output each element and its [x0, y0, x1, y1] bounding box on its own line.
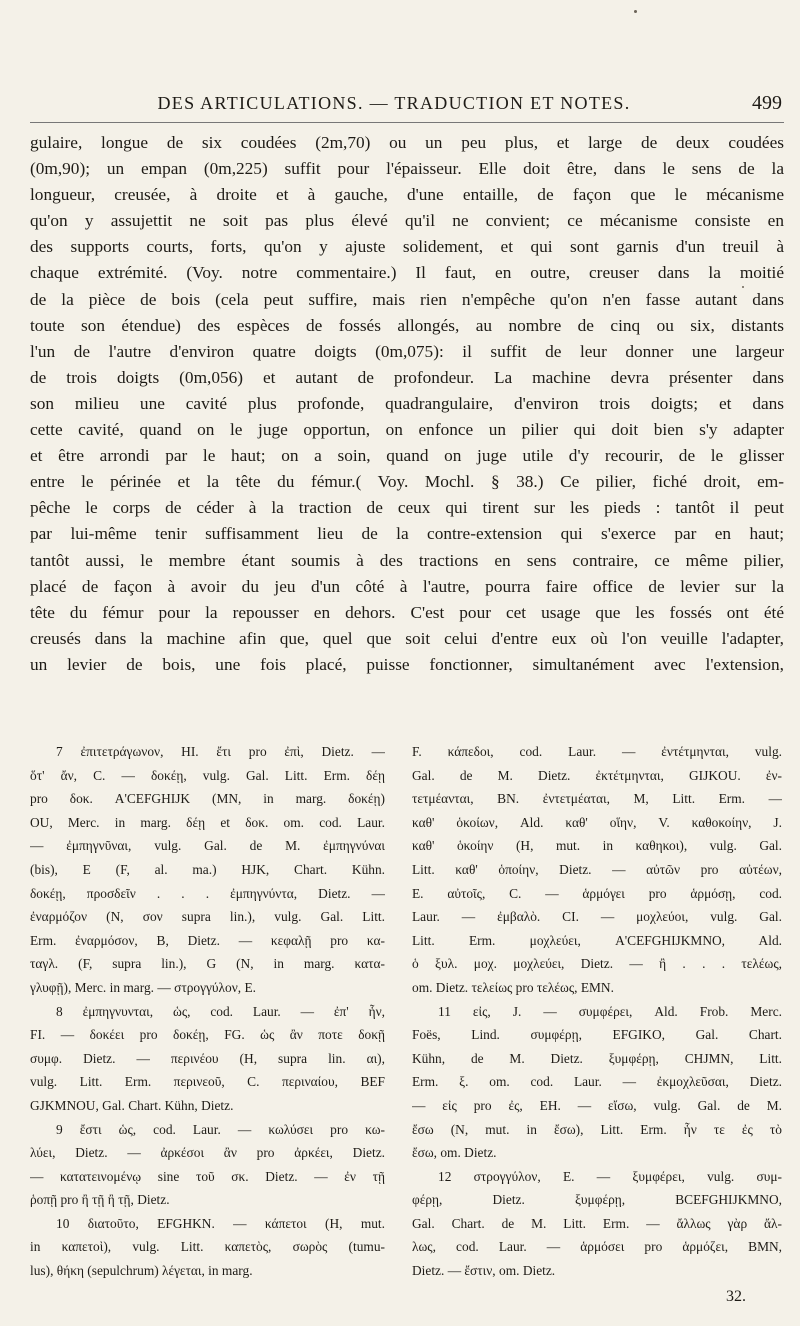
- page-number: 499: [752, 92, 782, 114]
- footnote-line: συμφ. Dietz. — περινέου (H, supra lin. αι),: [30, 1050, 385, 1066]
- footnote-line: 9 ἔστι ὡς, cod. Laur. — κωλύσει pro κω-: [56, 1121, 385, 1137]
- footnote-line: ταγλ. (F, supra lin.), G (N, in marg. κατα-: [30, 956, 385, 972]
- footnote-line: 12 στρογγύλον, E. — ξυμφέρει, vulg. συμ-: [438, 1168, 782, 1184]
- footnote-line: γλυφῇ), Merc. in marg. — στρογγύλον, E.: [30, 979, 257, 995]
- footnote-line: ὁ ξυλ. μοχ. μοχλεύει, Dietz. — ἢ . . . τελέως,: [412, 956, 782, 972]
- text-line: de la pièce de bois (cela peut suffire, mais rien n'empêche qu'on n'en fasse autant dans: [30, 289, 784, 309]
- text-line: par lui-même tenir suffisamment lieu de la contre-extension qui s'exerce par en haut;: [30, 524, 784, 544]
- text-line: toute son étendue) des espèces de fossés allongés, au nombre de cinq ou six, distants: [30, 315, 784, 335]
- footnote-line: 11 εἰς, J. — συμφέρει, Ald. Frob. Merc.: [438, 1003, 782, 1019]
- text-line: son milieu une cavité plus profonde, quadrangulaire, d'environ trois doigts; et dans: [30, 393, 784, 413]
- footnote-line: 7 ἐπιτετράγωνον, HI. ἔτι pro ἐπὶ, Dietz. —: [56, 744, 385, 759]
- footnote-line: vulg. Litt. Erm. περινεοῦ, C. περιναίου, BEF: [30, 1074, 385, 1090]
- footnote-line: καθ' ὁκοίην (H, mut. in καθηκοι), vulg. Gal.: [412, 838, 782, 854]
- footnote-line: ῥοπῇ pro ἢ τῇ ἢ τῇ, Dietz.: [30, 1192, 170, 1208]
- paper-speck: [634, 10, 637, 13]
- footnote-line: 10 διατοῦτο, EFGHKN. — κάπετοι (H, mut.: [56, 1215, 385, 1231]
- footnote-line: GJKMNOU, Gal. Chart. Kühn, Dietz.: [30, 1097, 234, 1113]
- footnote-line: Kühn, de M. Dietz. ξυμφέρῃ, CHJMN, Litt.: [412, 1050, 782, 1066]
- text-line: qu'on y assujettit ne soit pas plus élevé qu'il ne convient; ce mécanisme consiste en: [30, 211, 784, 231]
- footnote-line: Erm. ἐναρμόσον, B, Dietz. — κεφαλῇ pro κα-: [30, 932, 385, 948]
- footnote-line: pro δοκ. A'CEFGHIJK (MN, in marg. δοκέῃ): [30, 791, 385, 807]
- footnotes-left-column: [30, 740, 385, 1283]
- text-line: longueur, creusée, à droite et à gauche, d'une entaille, de façon que le mécanisme: [30, 185, 784, 205]
- footnote-line: ὅτ' ἄν, C. — δοκέῃ, vulg. Gal. Litt. Erm. δέῃ: [30, 767, 385, 783]
- footnote-line: Gal. Chart. de M. Litt. Erm. — ἄλλως γὰρ ἄλ-: [412, 1215, 782, 1231]
- footnote-line: — ἐμπηγνῦναι, vulg. Gal. de M. ἐμπηγνύναι: [30, 838, 385, 854]
- footnote-line: ἔσω, om. Dietz.: [412, 1145, 497, 1161]
- text-line: l'un de l'autre d'environ quatre doigts (0m,075): il suffit de leur donner une largeur: [30, 341, 784, 361]
- footnotes-right-column: [412, 740, 782, 1283]
- header-rule: [30, 122, 784, 123]
- footnote-line: ἐναρμόζον (N, σον supra lin.), vulg. Gal. Litt.: [30, 909, 385, 925]
- footnote-line: lus), θήκη (sepulchrum) λέγεται, in marg.: [30, 1263, 253, 1279]
- paper-speck: [742, 286, 744, 288]
- footnote-line: Erm. ξ. om. cod. Laur. — ἐκμοχλεῦσαι, Dietz.: [412, 1074, 782, 1090]
- footnote-line: E. αὐτοῖς, C. — ἁρμόγει pro ἁρμόσῃ, cod.: [412, 885, 782, 901]
- footnote-line: (bis), E (F, al. ma.) HJK, Chart. Kühn.: [30, 861, 385, 877]
- footnote-line: Foës, Lind. συμφέρῃ, EFGIKO, Gal. Chart.: [412, 1027, 782, 1043]
- running-head: [36, 92, 782, 115]
- text-line: des supports courts, forts, qu'on y ajuste solidement, et qui sont garnis d'un treuil à: [30, 237, 784, 257]
- text-line: placé de façon à avoir du jeu d'un côté à l'autre, pourra faire office de levier sur la: [30, 576, 784, 596]
- footnote-line: OU, Merc. in marg. δέῃ et δοκ. om. cod. Laur.: [30, 814, 385, 830]
- footnote-line: F. κάπεδοι, cod. Laur. — ἐντέτμηνται, vulg.: [412, 744, 782, 759]
- footnote-line: δοκέῃ, προσδεῖν . . . ἐμπηγνύντα, Dietz. —: [30, 885, 385, 901]
- text-line: tête du fémur pour la repousser en dehors. C'est pour cet usage que les fossés ont été: [30, 602, 784, 622]
- footnote-line: FI. — δοκέει pro δοκέῃ, FG. ὡς ἂν ποτε δοκῇ: [30, 1027, 385, 1043]
- footnote-line: — εἰς pro ἐς, EH. — εἴσω, vulg. Gal. de M.: [412, 1097, 782, 1113]
- footnote-line: λως, cod. Laur. — ἁρμόσει pro ἁρμόζει, BMN,: [412, 1239, 782, 1255]
- text-line: (0m,90); un empan (0m,225) suffit pour l'épaisseur. Elle doit être, dans le sens de la: [30, 159, 784, 179]
- main-text: [30, 130, 784, 678]
- text-line: cette cavité, quand on le juge opportun, on enfonce un pilier qui doit bien s'y adapter: [30, 420, 784, 440]
- footnote-line: in καπετοὶ), vulg. Litt. καπετὸς, σωρὸς (tumu-: [30, 1239, 385, 1255]
- footnote-line: ἔσω (N, mut. in ἔσω), Litt. Erm. ἦν τε ἐς τὸ: [412, 1121, 782, 1137]
- footnote-line: φέρῃ, Dietz. ξυμφέρῃ, BCEFGHIJKMNO,: [412, 1192, 782, 1208]
- footnote-line: τετμέανται, BN. ἐντετμέαται, M, Litt. Erm. —: [412, 791, 782, 807]
- footnote-line: Gal. de M. Dietz. ἐκτέτμηνται, GIJKOU. ἐν-: [412, 767, 782, 783]
- text-line: entre le périnée et la tête du fémur.( Voy. Mochl. § 38.) Ce pilier, fiché droit, em-: [30, 472, 784, 492]
- text-line: chaque extrémité. (Voy. notre commentaire.) Il faut, en outre, creuser dans la moitié: [30, 263, 784, 283]
- signature-mark: 32.: [726, 1288, 746, 1305]
- text-line: et être arrondi par le haut; on a soin, quand on juge utile d'y recourir, de le glisser: [30, 446, 784, 466]
- footnote-line: om. Dietz. τελείως pro τελέως, EMN.: [412, 979, 614, 995]
- text-line: tantôt aussi, le membre étant soumis à des tractions en sens contraire, ce même pilier,: [30, 550, 784, 570]
- text-line: de trois doigts (0m,056) et autant de profondeur. La machine devra présenter dans: [30, 367, 784, 387]
- text-line: un levier de bois, une fois placé, puisse fonctionner, simultanément avec l'extension,: [30, 654, 784, 674]
- footnote-line: Laur. — ἐμβαλὸ. CI. — μοχλεύοι, vulg. Gal.: [412, 909, 782, 925]
- text-line: creusés dans la machine afin que, quel que soit celui d'entre eux où l'on veuille l'adapter,: [30, 628, 784, 648]
- footnote-line: καθ' ὁκοίων, Ald. καθ' οἵην, V. καθοκοίην, J.: [412, 814, 782, 830]
- running-head-title: DES ARTICULATIONS. — TRADUCTION ET NOTES.: [157, 93, 631, 113]
- footnote-line: Dietz. — ἔστιν, om. Dietz.: [412, 1263, 556, 1279]
- footnote-line: 8 ἐμπηγνυνται, ὡς, cod. Laur. — ἐπ' ἦν,: [56, 1003, 385, 1019]
- text-line: gulaire, longue de six coudées (2m,70) ou un peu plus, et large de deux coudées: [30, 133, 784, 152]
- footnote-line: Litt. Erm. μοχλεύει, A'CEFGHIJKMNO, Ald.: [412, 932, 782, 948]
- footnote-line: λύει, Dietz. — ἀρκέσοι ἂν pro ἀρκέει, Dietz.: [30, 1145, 385, 1161]
- footnote-line: Litt. καθ' ὁποίην, Dietz. — αὐτῶν pro αὐτέων,: [412, 861, 782, 877]
- footnote-line: — κατατεινομένῳ sine τοῦ σκ. Dietz. — ἐν τῇ: [30, 1168, 385, 1184]
- text-line: pêche le corps de céder à la traction de ceux qui tirent sur les pieds : tantôt il peut: [30, 498, 784, 518]
